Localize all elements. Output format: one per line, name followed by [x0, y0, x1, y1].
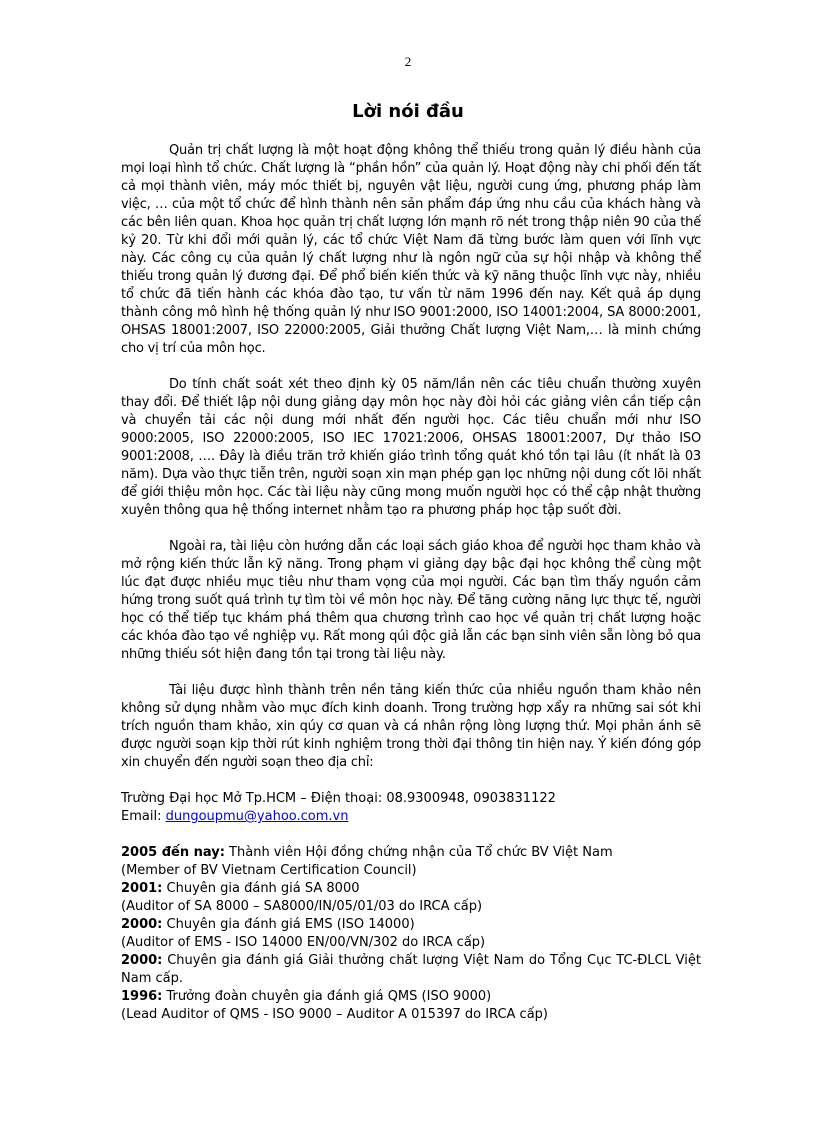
credential-note: (Member of BV Vietnam Certification Council): [121, 863, 417, 878]
credential-text: Chuyên gia đánh giá Giải thưởng chất lượng Việt Nam do Tổng Cục TC-ĐLCL Việt Nam cấp.: [121, 953, 701, 986]
credential-line: [121, 880, 701, 898]
credential-year: 1996:: [121, 989, 163, 1004]
credential-note: (Lead Auditor of QMS - ISO 9000 – Auditor A 015397 do IRCA cấp): [121, 1007, 548, 1022]
paragraph-4: Tài liệu được hình thành trên nền tảng kiến thức của nhiều nguồn tham khảo nên không sử dụng nhằm vào mục đích kinh doanh. Trong trường hợp xẩy ra những sai sót khi trích nguồn tham khảo, xin qúy cơ quan và cá nhân rộng lòng lượng thứ. Mọi phản ánh sẽ được người soạn kịp thời rút kinh nghiệm trong thời đại thông tin hiện nay. Ý kiến đóng góp xin chuyển đến người soạn theo địa chỉ:: [121, 683, 701, 770]
credential-note: (Auditor of EMS - ISO 14000 EN/00/VN/302 do IRCA cấp): [121, 935, 486, 950]
document-body: [121, 142, 701, 1024]
credential-year: 2000:: [121, 953, 163, 968]
credential-year: 2001:: [121, 881, 163, 896]
credential-line: [121, 988, 701, 1006]
credential-line: [121, 844, 701, 862]
email-link[interactable]: dungoupmu@yahoo.com.vn: [165, 809, 349, 824]
contact-address-phone: Trường Đại học Mở Tp.HCM – Điện thoại: 08.9300948, 0903831122: [121, 791, 556, 806]
paragraph-2: Do tính chất soát xét theo định kỳ 05 năm/lần nên các tiêu chuẩn thường xuyên thay đổi. Để thiết lập nội dung giảng dạy môn học này đòi hỏi các giảng viên cần tiếp cận và chuyển tải các nội dung mới nhất đến người học. Các tiêu chuẩn mới như ISO 9000:2005, ISO 22000:2005, ISO IEC 17021:2006, OHSAS 18001:2007, Dự thảo ISO 9001:2008, …. Đây là điều trăn trở khiến giáo trình tổng quát khó tồn tại lâu (ít nhất là 03 năm). Dựa vào thực tiễn trên, người soạn xin mạn phép gạn lọc những nội dung cốt lõi nhất để giới thiệu môn học. Các tài liệu này cũng mong muốn người học có thể cập nhật thường xuyên thông qua hệ thống internet nhằm tạo ra phương pháp học tập suốt đời.: [121, 377, 701, 518]
credential-line: [121, 916, 701, 934]
credentials-list: [121, 844, 701, 1024]
credential-year: 2005 đến nay:: [121, 845, 225, 860]
paragraph-1: Quản trị chất lượng là một hoạt động không thể thiếu trong quản lý điều hành của mọi loại hình tổ chức. Chất lượng là “phần hồn” của quản lý. Hoạt động này chi phối đến tất cả mọi thành viên, máy móc thiết bị, nguyên vật liệu, người cung ứng, phương pháp làm việc, … của một tổ chức để hình thành nên sản phẩm đáp ứng nhu cầu của khách hàng và các bên liên quan. Khoa học quản trị chất lượng lớn mạnh rõ nét trong thập niên 90 của thế kỷ 20. Từ khi đổi mới quản lý, các tổ chức Việt Nam đã từng bước làm quen với lĩnh vực này. Các công cụ của quản lý chất lượng như là ngôn ngữ của sự hội nhập và không thể thiếu trong quản lý đương đại. Để phổ biến kiến thức và kỹ năng thuộc lĩnh vực này, nhiều tổ chức đã tiến hành các khóa đào tạo, tư vấn từ năm 1996 đến nay. Kết quả áp dụng thành công mô hình hệ thống quản lý như ISO 9001:2000, ISO 14001:2004, SA 8000:2001, OHSAS 18001:2007, ISO 22000:2005, Giải thưởng Chất lượng Việt Nam,… là minh chứng cho vị trí của môn học.: [121, 143, 701, 356]
credential-text: Chuyên gia đánh giá EMS (ISO 14000): [162, 917, 415, 932]
page-title: Lời nói đầu: [352, 101, 464, 122]
credential-text: Trưởng đoàn chuyên gia đánh giá QMS (ISO 9000): [162, 989, 492, 1004]
credential-line: [121, 952, 701, 988]
credential-text: Chuyên gia đánh giá SA 8000: [162, 881, 360, 896]
page-number: 2: [404, 54, 412, 69]
credential-year: 2000:: [121, 917, 163, 932]
email-label: Email:: [121, 809, 166, 824]
credential-note: (Auditor of SA 8000 – SA8000/IN/05/01/03 do IRCA cấp): [121, 899, 483, 914]
contact-block: [121, 790, 701, 826]
contact-email-line: [121, 808, 701, 826]
paragraph-3: Ngoài ra, tài liệu còn hướng dẫn các loại sách giáo khoa để người học tham khảo và mở rộng kiến thức lẫn kỹ năng. Trong phạm vi giảng dạy bậc đại học không thể cùng một lúc đạt được nhiều mục tiêu như tham vọng của mọi người. Các bạn tìm thấy nguồn cảm hứng trong suốt quá trình tự tìm tòi về môn học này. Để tăng cường năng lực thực tế, người học có thể tiếp tục khám phá thêm qua chương trình cao học về quản trị chất lượng hoặc các khóa đào tạo về nghiệp vụ. Rất mong qúi độc giả lẫn các bạn sinh viên sẵn lòng bỏ qua những thiếu sót hiện đang tồn tại trong tài liệu này.: [121, 539, 701, 662]
credential-text: Thành viên Hội đồng chứng nhận của Tổ chức BV Việt Nam: [224, 845, 613, 860]
